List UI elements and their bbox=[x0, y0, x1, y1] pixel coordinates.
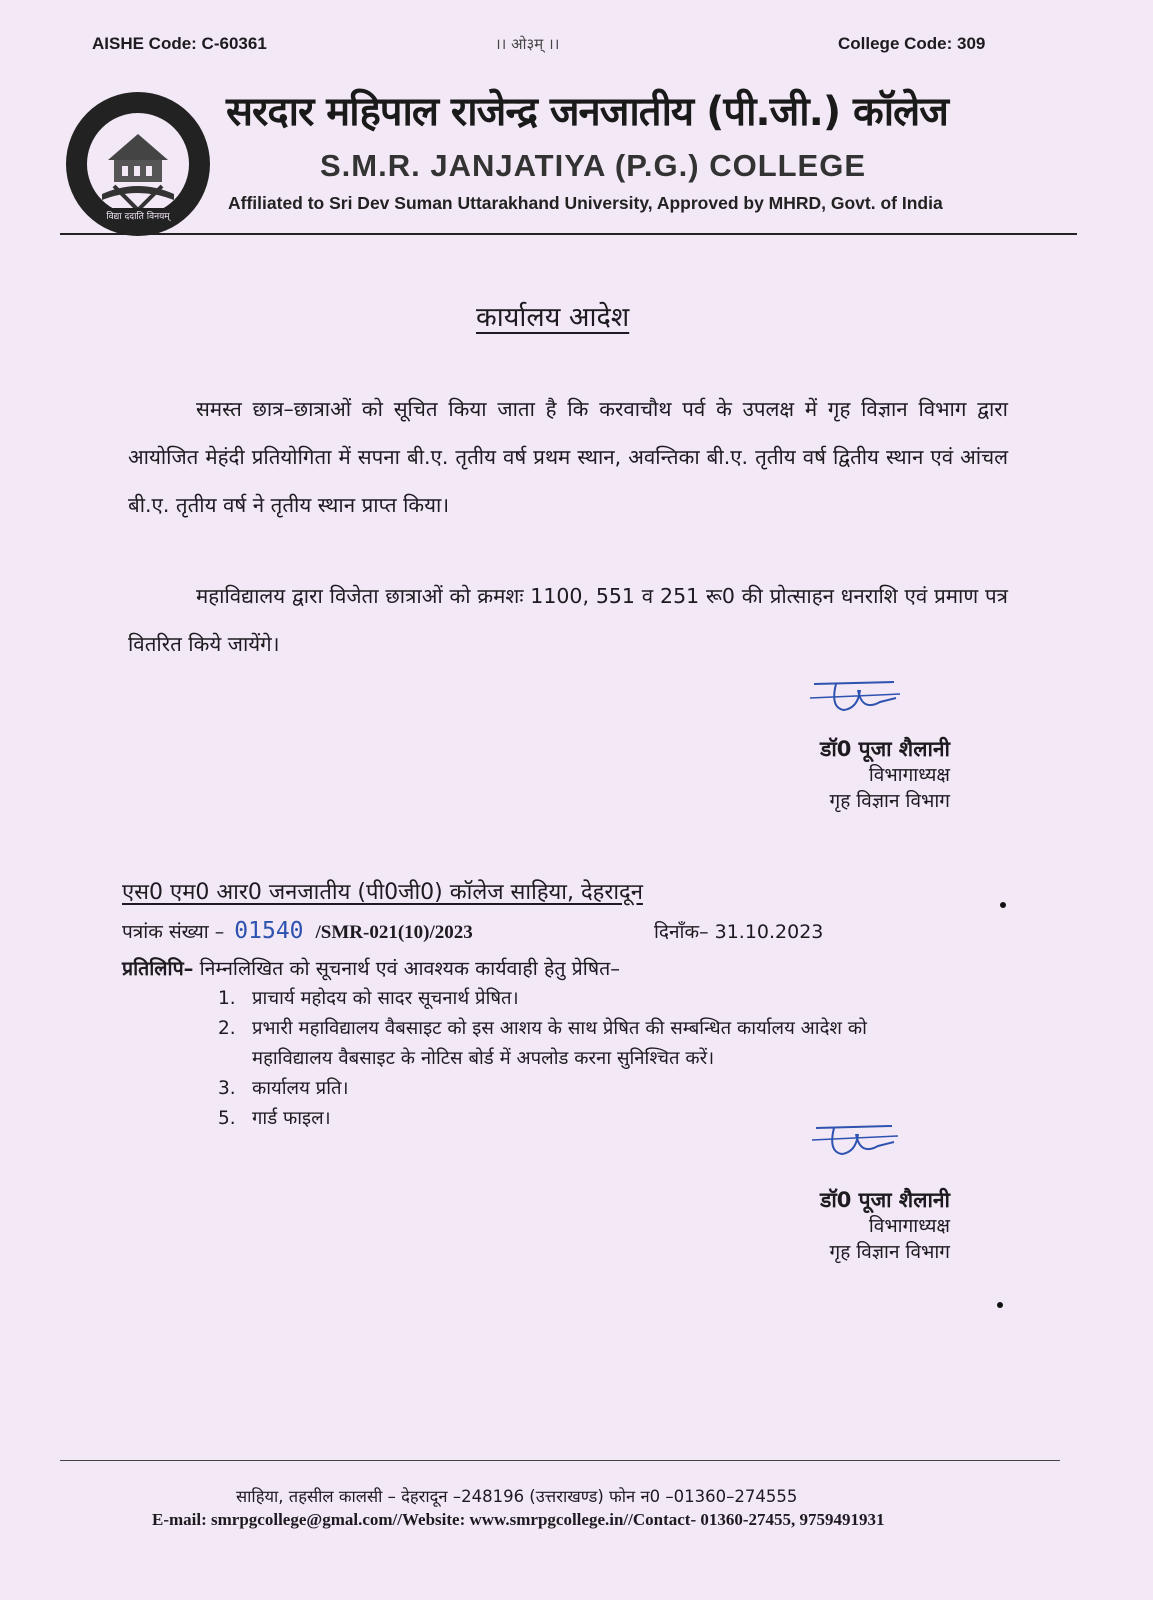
footer-contact: E-mail: smrpgcollege@gmal.com//Website: www.smrpgcollege.in//Contact- 01360-27455, 9759491931 bbox=[152, 1510, 885, 1529]
signature-block-2 bbox=[760, 1187, 950, 1265]
signature-department: गृह विज्ञान विभाग bbox=[829, 790, 950, 812]
signature-designation: विभागाध्यक्ष bbox=[868, 764, 950, 786]
college-reference-line: एस0 एम0 आर0 जनजातीय (पी0जी0) कॉलेज साहिया, देहरादून bbox=[122, 880, 643, 905]
om-invocation: ।। ओ३म् ।। bbox=[495, 35, 560, 53]
header-divider bbox=[60, 233, 1077, 235]
logo-motto: विद्या ददाति विनयम् bbox=[106, 212, 170, 222]
signature-department: गृह विज्ञान विभाग bbox=[829, 1241, 950, 1263]
aishe-code: AISHE Code: C-60361 bbox=[92, 34, 267, 53]
letter-code: /SMR-021(10)/2023 bbox=[315, 922, 473, 943]
college-name-english: S.M.R. JANJATIYA (P.G.) COLLEGE bbox=[320, 148, 867, 183]
copy-to-heading bbox=[122, 954, 620, 981]
affiliation-line: Affiliated to Sri Dev Suman Uttarakhand University, Approved by MHRD, Govt. of India bbox=[228, 193, 943, 213]
signature-name: डॉ0 पूजा शैलानी bbox=[820, 737, 950, 761]
college-name-hindi: सरदार महिपाल राजेन्द्र जनजातीय (पी.जी.) कॉलेज bbox=[226, 89, 948, 135]
signature-designation: विभागाध्यक्ष bbox=[868, 1215, 950, 1237]
letter-number-label: पत्रांक संख्या – bbox=[122, 921, 225, 943]
ink-dot bbox=[1000, 902, 1006, 908]
college-logo bbox=[64, 90, 212, 238]
handwritten-signature bbox=[800, 1112, 990, 1192]
signature-block-1 bbox=[760, 736, 950, 814]
footer-divider bbox=[60, 1460, 1060, 1461]
copy-text: निम्नलिखित को सूचनार्थ एवं आवश्यक कार्यवाही हेतु प्रेषित– bbox=[199, 957, 620, 980]
footer-address: साहिया, तहसील कालसी – देहरादून –248196 (उत्तराखण्ड) फोन न0 –01360–274555 bbox=[236, 1487, 798, 1506]
list-item: 1. प्राचार्य महोदय को सादर सूचनार्थ प्रेषित। bbox=[218, 988, 519, 1009]
letter-number: 01540 bbox=[234, 918, 304, 944]
letter-date: दिनाँक– 31.10.2023 bbox=[654, 921, 824, 943]
ink-dot bbox=[997, 1302, 1003, 1308]
signature-name: डॉ0 पूजा शैलानी bbox=[820, 1188, 950, 1212]
college-code: College Code: 309 bbox=[838, 34, 986, 53]
list-item: 5. गार्ड फाइल। bbox=[218, 1108, 331, 1129]
order-heading: कार्यालय आदेश bbox=[476, 302, 630, 333]
copy-label: प्रतिलिपि– bbox=[122, 957, 194, 980]
list-item: 3. कार्यालय प्रति। bbox=[218, 1078, 349, 1099]
list-item: 2. प्रभारी महाविद्यालय वैबसाइट को इस आशय के साथ प्रेषित की सम्बन्धित कार्यालय आदेश को महाविद्यालय वैबसाइट के नोटिस बोर्ड में अपलोड करना सुनिश्चित करें। bbox=[218, 1018, 867, 1069]
order-paragraph-1: समस्त छात्र–छात्राओं को सूचित किया जाता है कि करवाचौथ पर्व के उपलक्ष में गृह विज्ञान विभाग द्वारा आयोजित मेहंदी प्रतियोगिता में सपना बी.ए. तृतीय वर्ष प्रथम स्थान, अवन्तिका बी.ए. तृतीय वर्ष द्वितीय स्थान एवं आंचल बी.ए. तृतीय वर्ष ने तृतीय स्थान प्राप्त किया। bbox=[128, 397, 1008, 517]
letter-reference-row bbox=[122, 918, 882, 944]
order-paragraph-2: महाविद्यालय द्वारा विजेता छात्राओं को क्रमशः 1100, 551 व 251 रू0 की प्रोत्साहन धनराशि एवं प्रमाण पत्र वितरित किये जायेंगे। bbox=[128, 584, 1008, 656]
